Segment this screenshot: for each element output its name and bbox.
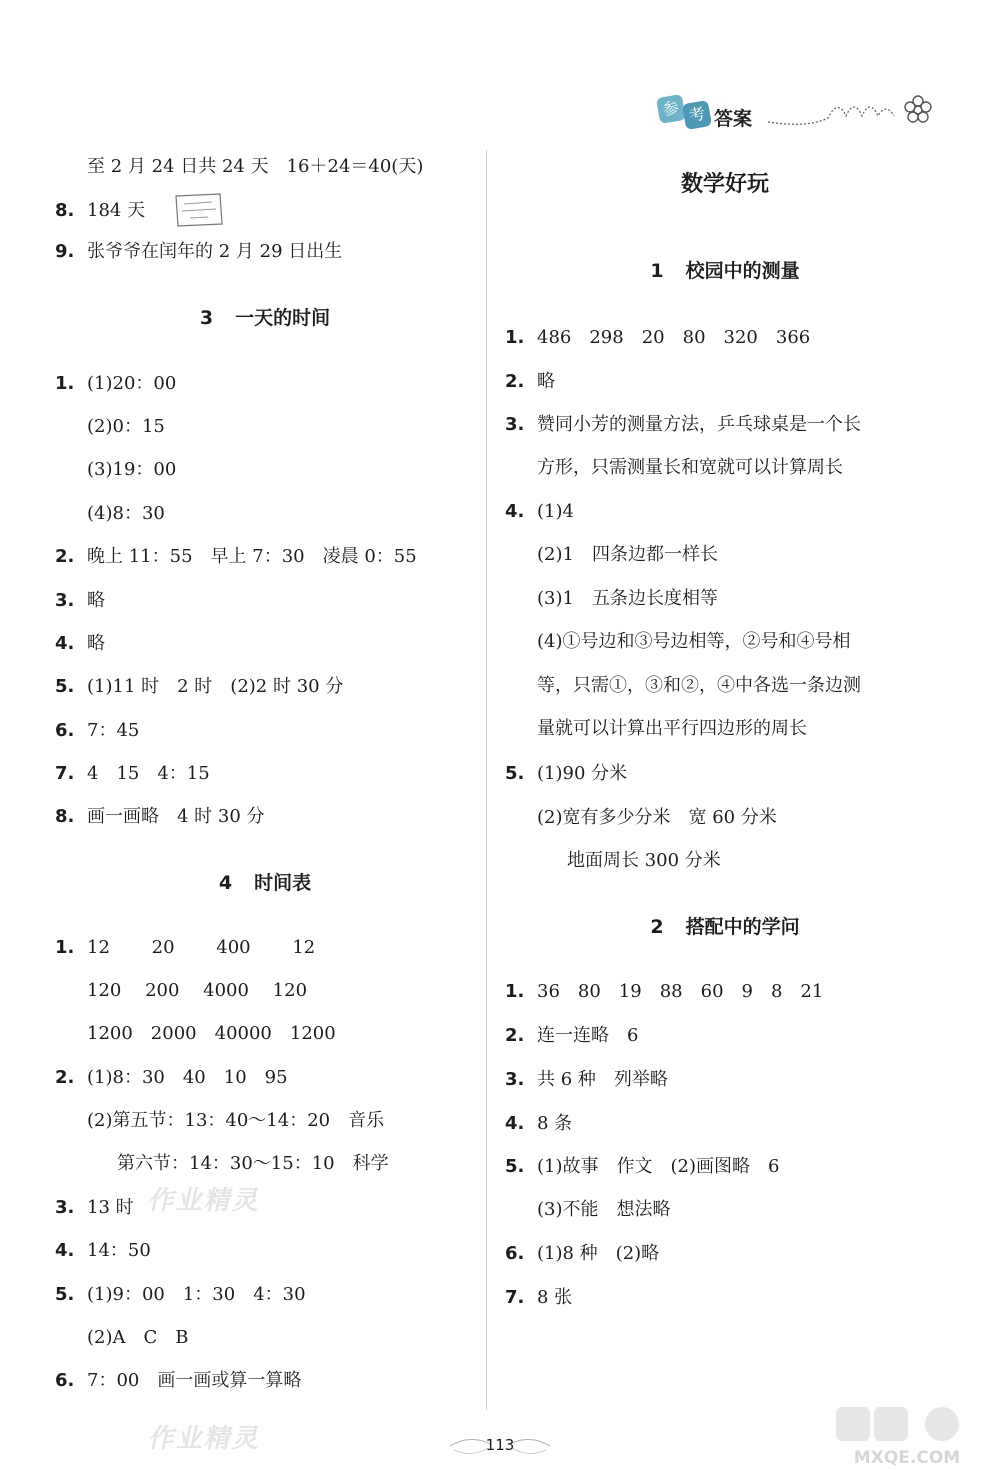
item-number: 8.	[55, 806, 75, 827]
item-number: 4.	[55, 1240, 75, 1261]
item-number: 6.	[505, 1243, 525, 1264]
answer-text: 7：00 画一画或算一算略	[87, 1370, 302, 1391]
item-number: 2.	[505, 371, 525, 392]
answer-text: 画一画略 4 时 30 分	[87, 806, 265, 827]
answer-text: (1)4	[537, 501, 574, 522]
answer-4	[505, 1112, 572, 1136]
answer-5	[55, 675, 343, 699]
item-number: 6.	[55, 1370, 75, 1391]
item-number: 3.	[505, 1069, 525, 1090]
answer-6	[55, 719, 139, 743]
answer-text: (1)8 种 (2)略	[537, 1243, 660, 1264]
answer-4	[505, 500, 574, 524]
answer-3	[55, 589, 105, 613]
section-number: 4	[218, 872, 233, 894]
answer-3	[505, 413, 861, 437]
answer-4	[55, 1239, 151, 1263]
answer-sub: 等，只需①，③和②，④中各选一条边测	[537, 675, 861, 696]
answer-line: 至 2 月 24 日共 24 天 16＋24＝40(天)	[87, 156, 424, 177]
answer-sub: (2)第五节：13：40～14：20 音乐	[87, 1110, 385, 1131]
section-number: 3	[199, 307, 214, 329]
answer-text: 略	[87, 633, 105, 654]
answer-5	[505, 762, 627, 786]
answer-sub: (4)8：30	[87, 503, 165, 524]
answer-6	[55, 1369, 301, 1393]
item-number: 4.	[505, 1113, 525, 1134]
answer-1	[55, 372, 176, 396]
site-logo-icon	[832, 1405, 982, 1467]
answer-8	[55, 199, 145, 223]
answer-2	[505, 1024, 638, 1048]
answer-9	[55, 240, 342, 264]
chapter-title: 数学好玩	[680, 172, 769, 197]
page-number: 113	[485, 1436, 515, 1454]
item-number: 2.	[505, 1025, 525, 1046]
answer-text: 连一连略 6	[537, 1025, 639, 1046]
answer-text: 4 15 4：15	[87, 763, 210, 784]
answer-3	[55, 1196, 134, 1220]
answer-5	[55, 1283, 306, 1307]
stamp-icon	[172, 190, 226, 230]
item-number: 5.	[505, 763, 525, 784]
answer-7	[505, 1286, 572, 1310]
item-number: 7.	[505, 1287, 525, 1308]
answer-sub: (3)1 五条边长度相等	[537, 588, 718, 609]
answer-text: 8 条	[537, 1113, 573, 1134]
answer-sub: (3)19：00	[87, 459, 177, 480]
item-number: 5.	[505, 1156, 525, 1177]
answer-1	[505, 980, 823, 1004]
answer-text: (1)故事 作文 (2)画图略 6	[537, 1156, 780, 1177]
answer-text: 赞同小芳的测量方法，乒乓球桌是一个长	[537, 414, 861, 435]
section-heading	[55, 870, 475, 896]
logo-text: MXQE.COM	[853, 1448, 961, 1467]
answer-sub: (4)①号边和③号边相等，②号和④号相	[537, 631, 851, 652]
item-number: 6.	[55, 720, 75, 741]
item-number: 4.	[505, 501, 525, 522]
answer-7	[55, 762, 210, 786]
answer-sub: (2)宽有多少分米 宽 60 分米	[537, 807, 777, 828]
badge-char-2: 考	[682, 100, 712, 130]
item-number: 2.	[55, 546, 75, 567]
answer-5	[505, 1155, 779, 1179]
answer-sub: 第六节：14：30～15：10 科学	[117, 1153, 389, 1174]
item-number: 3.	[55, 1197, 75, 1218]
answer-sub: (2)0：15	[87, 416, 165, 437]
section-number: 1	[650, 260, 664, 282]
answer-text: 张爷爷在闰年的 2 月 29 日出生	[87, 241, 343, 262]
answer-text: 14：50	[87, 1240, 151, 1261]
section-title: 校园中的测量	[685, 260, 800, 282]
item-number: 7.	[55, 763, 75, 784]
item-number: 9.	[55, 241, 75, 262]
answer-1	[55, 936, 315, 960]
section-heading	[505, 914, 945, 940]
item-number: 8.	[55, 200, 75, 221]
item-number: 3.	[505, 414, 525, 435]
answer-text: (1)9：00 1：30 4：30	[87, 1284, 306, 1305]
item-number: 3.	[55, 590, 75, 611]
answer-key-badge	[650, 92, 935, 138]
answer-sub: (3)不能 想法略	[537, 1199, 671, 1220]
watermark: 作业精灵	[146, 1424, 265, 1454]
answer-text: 共 6 种 列举略	[537, 1069, 668, 1090]
item-number: 5.	[55, 676, 75, 697]
answer-sub: 1200 2000 40000 1200	[87, 1023, 336, 1044]
answer-2	[55, 1066, 288, 1090]
answer-sub: 方形，只需测量长和宽就可以计算周长	[537, 457, 843, 478]
answer-text: 13 时	[87, 1197, 134, 1218]
answer-2	[55, 545, 417, 569]
section-heading	[505, 258, 945, 284]
column-divider	[486, 150, 487, 1410]
answer-text: 略	[87, 590, 105, 611]
answer-text: 486 298 20 80 320 366	[537, 327, 811, 348]
answer-text: 晚上 11：55 早上 7：30 凌晨 0：55	[87, 546, 417, 567]
answer-text: 7：45	[87, 720, 140, 741]
answer-text: 12 20 400 12	[87, 937, 316, 958]
section-title: 时间表	[254, 872, 312, 894]
section-title: 搭配中的学问	[685, 916, 800, 938]
item-number: 1.	[505, 981, 525, 1002]
item-number: 2.	[55, 1067, 75, 1088]
answer-sub: 地面周长 300 分米	[567, 850, 721, 871]
item-number: 1.	[55, 937, 75, 958]
answer-text: 略	[537, 371, 555, 392]
item-number: 5.	[55, 1284, 75, 1305]
answer-8	[55, 805, 265, 829]
badge-char-1: 参	[656, 94, 686, 124]
answer-text: (1)11 时 2 时 (2)2 时 30 分	[87, 676, 344, 697]
answer-4	[55, 632, 105, 656]
watermark: 作业精灵	[146, 1186, 265, 1216]
section-title: 一天的时间	[235, 307, 331, 329]
section-number: 2	[650, 916, 664, 938]
answer-3	[505, 1068, 668, 1092]
answer-text: 184 天	[87, 200, 146, 221]
answer-sub: (2)A C B	[87, 1327, 189, 1348]
item-number: 1.	[505, 327, 525, 348]
answer-1	[505, 326, 810, 350]
item-number: 4.	[55, 633, 75, 654]
answer-text: 8 张	[537, 1287, 573, 1308]
answer-2	[505, 370, 555, 394]
answer-sub: 120 200 4000 120	[87, 980, 308, 1001]
item-number: 1.	[55, 373, 75, 394]
answer-text: (1)8：30 40 10 95	[87, 1067, 288, 1088]
flower-decoration-icon	[768, 92, 938, 132]
answer-text: (1)90 分米	[537, 763, 628, 784]
answer-sub: (2)1 四条边都一样长	[537, 544, 718, 565]
badge-label: 答案	[714, 108, 753, 130]
answer-6	[505, 1242, 659, 1266]
answer-text: 36 80 19 88 60 9 8 21	[537, 981, 824, 1002]
answer-sub: 量就可以计算出平行四边形的周长	[537, 718, 807, 739]
section-heading	[55, 305, 475, 331]
answer-text: (1)20：00	[87, 373, 177, 394]
